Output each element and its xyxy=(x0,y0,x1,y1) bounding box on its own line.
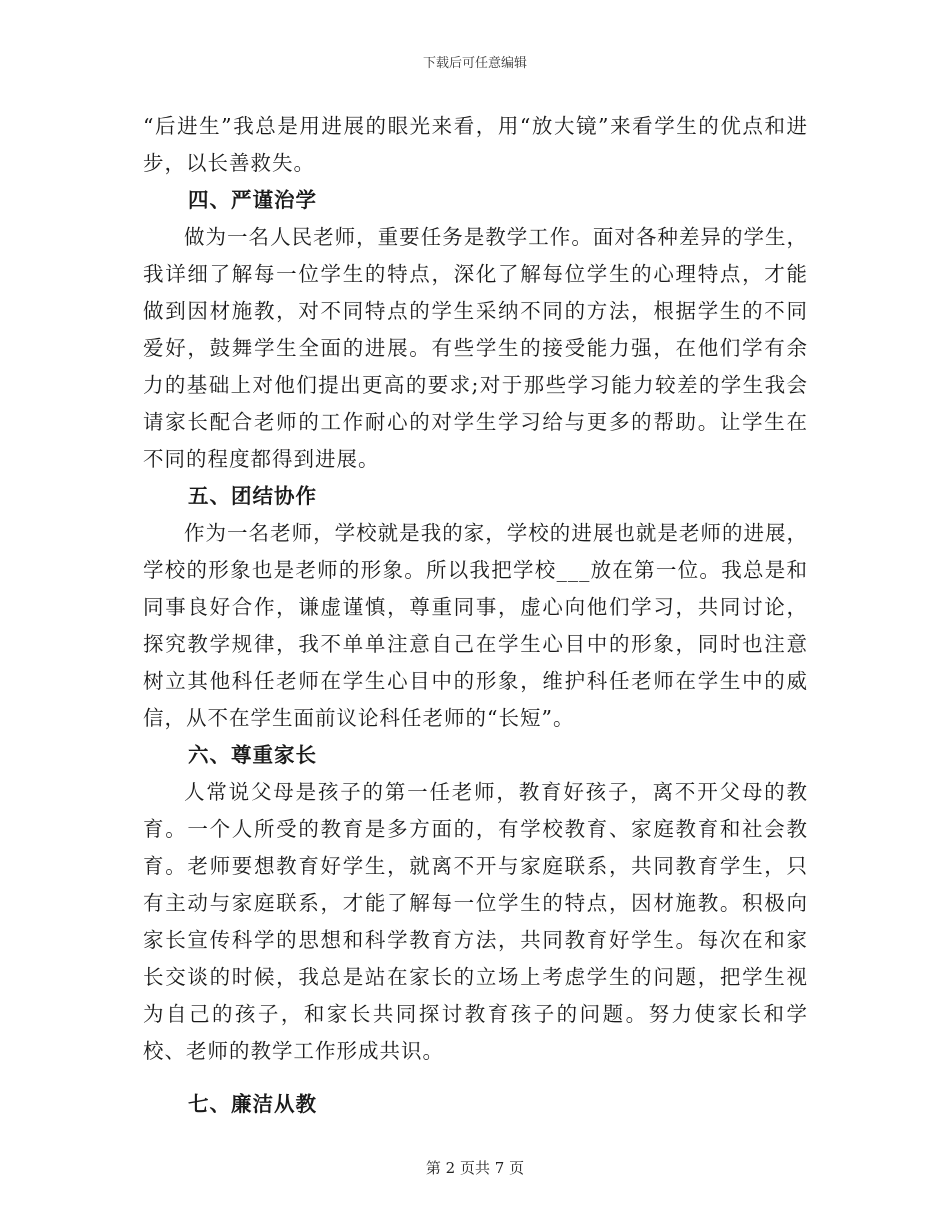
paragraph-section-6: 人常说父母是孩子的第一任老师，教育好孩子，离不开父母的教育。一个人所受的教育是多方面的，有学校教育、家庭教育和社会教育。老师要想教育好学生，就离不开与家庭联系，共同教育学生，只有主动与家庭联系，才能了解每一位学生的特点，因材施教。积极向家长宣传科学的思想和科学教育方法，共同教育好学生。每次在和家长交谈的时候，我总是站在家长的立场上考虑学生的问题，把学生视为自己的孩子，和家长共同探讨教育孩子的问题。努力使家长和学校、老师的教学工作形成共识。 xyxy=(143,780,808,1063)
paragraph-section-5: 作为一名老师，学校就是我的家，学校的进展也就是老师的进展，学校的形象也是老师的形象。所以我把学校___放在第一位。我总是和同事良好合作，谦虚谨慎，尊重同事，虚心向他们学习，共同讨论，探究教学规律，我不单单注意自己在学生心目中的形象，同时也注意树立其他科任老师在学生心目中的形象，维护科任老师在学生中的威信，从不在学生面前议论科任老师的“长短”。 xyxy=(143,521,808,730)
section-heading-6: 六、尊重家长 xyxy=(188,743,317,767)
section-heading-7: 七、廉洁从教 xyxy=(188,1092,317,1116)
page-footer: 第 2 页共 7 页 xyxy=(425,1159,525,1177)
section-heading-4: 四、严谨治学 xyxy=(188,188,317,212)
paragraph-continued: “后进生”我总是用进展的眼光来看，用“放大镜”来看学生的优点和进步，以长善救失。 xyxy=(143,114,808,175)
section-heading-5: 五、团结协作 xyxy=(188,484,317,508)
page-header: 下载后可任意编辑 xyxy=(422,56,527,71)
document-body xyxy=(143,108,808,1123)
paragraph-section-4: 做为一名人民老师，重要任务是教学工作。面对各种差异的学生，我详细了解每一位学生的特点，深化了解每位学生的心理特点，才能做到因材施教，对不同特点的学生采纳不同的方法，根据学生的不同爱好，鼓舞学生全面的进展。有些学生的接受能力强，在他们学有余力的基础上对他们提出更高的要求;对于那些学习能力较差的学生我会请家长配合老师的工作耐心的对学生学习给与更多的帮助。让学生在不同的程度都得到进展。 xyxy=(143,225,808,471)
